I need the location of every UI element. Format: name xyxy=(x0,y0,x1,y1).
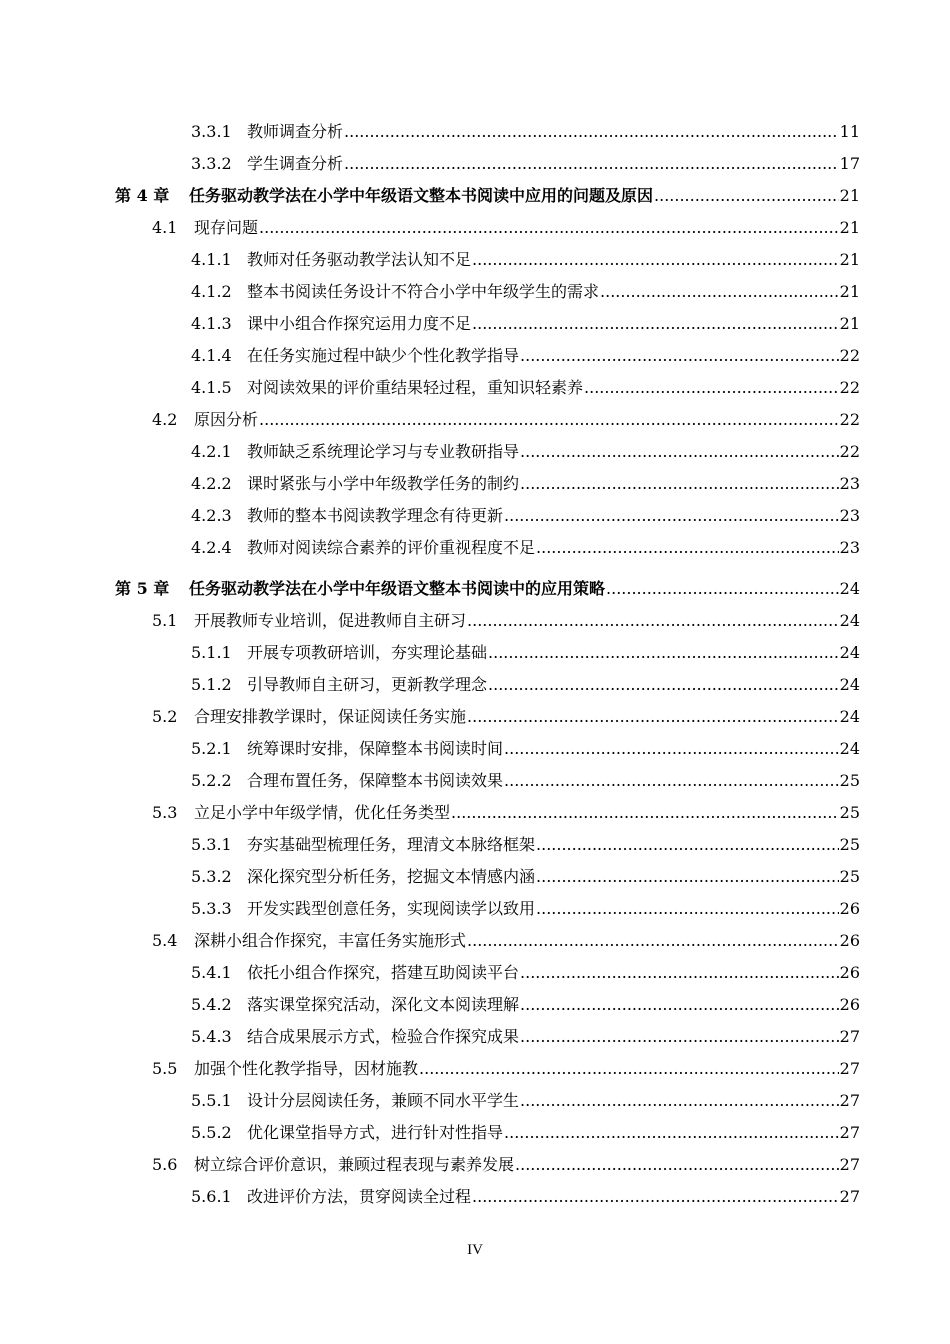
toc-entry-title: 统筹课时安排，保障整本书阅读时间 xyxy=(247,739,504,758)
toc-entry-number: 3.3.2 xyxy=(191,154,232,173)
toc-leader-dots xyxy=(536,834,839,856)
toc-subsection-entry[interactable] xyxy=(191,537,860,559)
toc-leader-dots xyxy=(520,1090,839,1112)
toc-entry-page: 24 xyxy=(839,611,860,630)
toc-entry-number: 4.1.4 xyxy=(191,346,232,365)
toc-subsection-entry[interactable] xyxy=(191,738,860,760)
toc-entry-number: 5.5 xyxy=(152,1059,178,1078)
toc-leader-dots xyxy=(504,1122,839,1144)
toc-entry-title: 课时紧张与小学中年级教学任务的制约 xyxy=(247,474,520,493)
toc-entry-number: 第 4 章 xyxy=(115,186,170,205)
toc-entry-title: 在任务实施过程中缺少个性化教学指导 xyxy=(247,346,520,365)
toc-section-entry[interactable] xyxy=(152,1154,860,1176)
toc-subsection-entry[interactable] xyxy=(191,962,860,984)
toc-entry-number: 4.2.2 xyxy=(191,474,232,493)
toc-entry-title: 结合成果展示方式，检验合作探究成果 xyxy=(247,1027,520,1046)
toc-entry-number: 5.4 xyxy=(152,931,178,950)
toc-subsection-entry[interactable] xyxy=(191,313,860,335)
toc-entry-title: 现存问题 xyxy=(194,218,259,237)
toc-entry-title: 引导教师自主研习，更新教学理念 xyxy=(247,675,488,694)
toc-entry-title: 深化探究型分析任务，挖掘文本情感内涵 xyxy=(247,867,536,886)
toc-leader-dots xyxy=(259,409,839,431)
toc-subsection-entry[interactable] xyxy=(191,345,860,367)
toc-entry-number: 5.3 xyxy=(152,803,178,822)
toc-leader-dots xyxy=(536,898,839,920)
toc-entry-number: 5.1.1 xyxy=(191,643,232,662)
toc-leader-dots xyxy=(520,962,839,984)
toc-entry-page: 17 xyxy=(839,154,860,173)
toc-leader-dots xyxy=(536,537,839,559)
toc-entry-title: 教师的整本书阅读教学理念有待更新 xyxy=(247,506,504,525)
toc-subsection-entry[interactable] xyxy=(191,153,860,175)
toc-leader-dots xyxy=(504,505,839,527)
toc-subsection-entry[interactable] xyxy=(191,377,860,399)
toc-section-entry[interactable] xyxy=(152,610,860,632)
toc-subsection-entry[interactable] xyxy=(191,1026,860,1048)
toc-leader-dots xyxy=(520,473,839,495)
toc-entry-title: 课中小组合作探究运用力度不足 xyxy=(247,314,472,333)
toc-subsection-entry[interactable] xyxy=(191,674,860,696)
toc-entry-page: 25 xyxy=(839,867,860,886)
toc-leader-dots xyxy=(467,930,839,952)
toc-entry-title: 教师对阅读综合素养的评价重视程度不足 xyxy=(247,538,536,557)
toc-entry-page: 22 xyxy=(839,410,860,429)
toc-entry-title: 合理安排教学课时，保证阅读任务实施 xyxy=(194,707,467,726)
toc-leader-dots xyxy=(488,674,839,696)
toc-entry-page: 24 xyxy=(839,707,860,726)
toc-entry-number: 5.3.2 xyxy=(191,867,232,886)
toc-entry-number: 5.4.3 xyxy=(191,1027,232,1046)
toc-entry-page: 26 xyxy=(839,931,860,950)
toc-leader-dots xyxy=(536,866,839,888)
toc-entry-number: 5.5.1 xyxy=(191,1091,232,1110)
toc-leader-dots xyxy=(259,217,839,239)
toc-entry-number: 5.1.2 xyxy=(191,675,232,694)
toc-entry-number: 4.1.2 xyxy=(191,282,232,301)
toc-entry-page: 24 xyxy=(839,579,860,598)
toc-entry-title: 依托小组合作探究，搭建互助阅读平台 xyxy=(247,963,520,982)
toc-chapter-entry[interactable] xyxy=(115,578,860,600)
toc-subsection-entry[interactable] xyxy=(191,770,860,792)
toc-leader-dots xyxy=(344,153,839,175)
toc-entry-number: 5.3.1 xyxy=(191,835,232,854)
toc-entry-title: 任务驱动教学法在小学中年级语文整本书阅读中的应用策略 xyxy=(189,579,606,598)
toc-entry-page: 27 xyxy=(839,1027,860,1046)
toc-entry-number: 4.2.3 xyxy=(191,506,232,525)
toc-entry-number: 4.2 xyxy=(152,410,178,429)
toc-entry-page: 23 xyxy=(839,474,860,493)
toc-subsection-entry[interactable] xyxy=(191,866,860,888)
toc-entry-title: 落实课堂探究活动，深化文本阅读理解 xyxy=(247,995,520,1014)
toc-entry-page: 24 xyxy=(839,739,860,758)
toc-subsection-entry[interactable] xyxy=(191,898,860,920)
toc-entry-page: 21 xyxy=(839,314,860,333)
toc-leader-dots xyxy=(467,706,839,728)
toc-entry-title: 开发实践型创意任务，实现阅读学以致用 xyxy=(247,899,536,918)
toc-leader-dots xyxy=(472,1186,839,1208)
toc-entry-number: 第 5 章 xyxy=(115,579,170,598)
toc-entry-page: 11 xyxy=(839,122,860,141)
toc-subsection-entry[interactable] xyxy=(191,281,860,303)
toc-leader-dots xyxy=(472,313,839,335)
toc-leader-dots xyxy=(467,610,839,632)
toc-entry-number: 5.4.2 xyxy=(191,995,232,1014)
toc-entry-page: 22 xyxy=(839,442,860,461)
toc-entry-page: 27 xyxy=(839,1187,860,1206)
toc-entry-title: 合理布置任务，保障整本书阅读效果 xyxy=(247,771,504,790)
toc-entry-title: 原因分析 xyxy=(194,410,259,429)
toc-entry-title: 教师对任务驱动教学法认知不足 xyxy=(247,250,472,269)
toc-entry-number: 5.6.1 xyxy=(191,1187,232,1206)
toc-leader-dots xyxy=(344,121,839,143)
toc-entry-title: 加强个性化教学指导，因材施教 xyxy=(194,1059,419,1078)
toc-leader-dots xyxy=(520,345,839,367)
toc-entry-title: 教师缺乏系统理论学习与专业教研指导 xyxy=(247,442,520,461)
toc-entry-title: 深耕小组合作探究，丰富任务实施形式 xyxy=(194,931,467,950)
toc-entry-number: 5.3.3 xyxy=(191,899,232,918)
toc-subsection-entry[interactable] xyxy=(191,505,860,527)
toc-subsection-entry[interactable] xyxy=(191,1090,860,1112)
toc-leader-dots xyxy=(520,441,839,463)
toc-entry-number: 5.5.2 xyxy=(191,1123,232,1142)
toc-subsection-entry[interactable] xyxy=(191,1186,860,1208)
toc-entry-page: 25 xyxy=(839,771,860,790)
toc-leader-dots xyxy=(654,185,839,207)
toc-section-entry[interactable] xyxy=(152,409,860,431)
toc-subsection-entry[interactable] xyxy=(191,642,860,664)
toc-entry-title: 教师调查分析 xyxy=(247,122,344,141)
toc-entry-page: 26 xyxy=(839,995,860,1014)
toc-entry-title: 设计分层阅读任务，兼顾不同水平学生 xyxy=(247,1091,520,1110)
toc-leader-dots xyxy=(451,802,839,824)
toc-leader-dots xyxy=(515,1154,839,1176)
toc-entry-page: 21 xyxy=(839,250,860,269)
toc-entry-title: 夯实基础型梳理任务，理清文本脉络框架 xyxy=(247,835,536,854)
toc-entry-title: 开展教师专业培训，促进教师自主研习 xyxy=(194,611,467,630)
toc-entry-title: 优化课堂指导方式，进行针对性指导 xyxy=(247,1123,504,1142)
toc-entry-page: 22 xyxy=(839,346,860,365)
toc-entry-number: 4.1 xyxy=(152,218,178,237)
toc-entry-page: 21 xyxy=(839,282,860,301)
toc-leader-dots xyxy=(419,1058,839,1080)
toc-entry-page: 27 xyxy=(839,1123,860,1142)
toc-entry-number: 4.2.4 xyxy=(191,538,232,557)
toc-leader-dots xyxy=(520,1026,839,1048)
toc-leader-dots xyxy=(584,377,839,399)
toc-entry-page: 27 xyxy=(839,1155,860,1174)
toc-chapter-entry[interactable] xyxy=(115,185,860,207)
toc-entry-number: 4.1.5 xyxy=(191,378,232,397)
toc-entry-page: 25 xyxy=(839,803,860,822)
toc-leader-dots xyxy=(600,281,839,303)
toc-leader-dots xyxy=(504,738,839,760)
toc-entry-page: 21 xyxy=(839,218,860,237)
toc-entry-page: 26 xyxy=(839,899,860,918)
page-number: IV xyxy=(467,1242,483,1258)
toc-leader-dots xyxy=(504,770,839,792)
toc-entry-number: 5.2.2 xyxy=(191,771,232,790)
toc-entry-number: 4.2.1 xyxy=(191,442,232,461)
toc-section-entry[interactable] xyxy=(152,706,860,728)
toc-subsection-entry[interactable] xyxy=(191,473,860,495)
toc-subsection-entry[interactable] xyxy=(191,249,860,271)
toc-entry-number: 4.1.1 xyxy=(191,250,232,269)
toc-leader-dots xyxy=(520,994,839,1016)
toc-entry-title: 开展专项教研培训，夯实理论基础 xyxy=(247,643,488,662)
toc-leader-dots xyxy=(488,642,839,664)
toc-entry-title: 改进评价方法，贯穿阅读全过程 xyxy=(247,1187,472,1206)
toc-leader-dots xyxy=(606,578,839,600)
toc-entry-number: 5.2 xyxy=(152,707,178,726)
toc-entry-title: 任务驱动教学法在小学中年级语文整本书阅读中应用的问题及原因 xyxy=(189,186,654,205)
toc-leader-dots xyxy=(472,249,839,271)
toc-subsection-entry[interactable] xyxy=(191,1122,860,1144)
toc-entry-page: 27 xyxy=(839,1091,860,1110)
toc-entry-page: 25 xyxy=(839,835,860,854)
toc-entry-number: 5.6 xyxy=(152,1155,178,1174)
toc-section-entry[interactable] xyxy=(152,1058,860,1080)
toc-entry-page: 23 xyxy=(839,538,860,557)
toc-entry-page: 21 xyxy=(839,186,860,205)
toc-entry-title: 立足小学中年级学情，优化任务类型 xyxy=(194,803,451,822)
toc-entry-number: 3.3.1 xyxy=(191,122,232,141)
toc-entry-page: 24 xyxy=(839,643,860,662)
toc-subsection-entry[interactable] xyxy=(191,994,860,1016)
toc-entry-page: 24 xyxy=(839,675,860,694)
toc-subsection-entry[interactable] xyxy=(191,121,860,143)
toc-entry-title: 整本书阅读任务设计不符合小学中年级学生的需求 xyxy=(247,282,600,301)
toc-entry-page: 23 xyxy=(839,506,860,525)
toc-subsection-entry[interactable] xyxy=(191,834,860,856)
toc-entry-title: 对阅读效果的评价重结果轻过程，重知识轻素养 xyxy=(247,378,584,397)
toc-subsection-entry[interactable] xyxy=(191,441,860,463)
toc-entry-page: 26 xyxy=(839,963,860,982)
toc-section-entry[interactable] xyxy=(152,802,860,824)
toc-section-entry[interactable] xyxy=(152,930,860,952)
toc-entry-number: 5.2.1 xyxy=(191,739,232,758)
toc-entry-number: 5.4.1 xyxy=(191,963,232,982)
toc-entry-title: 学生调查分析 xyxy=(247,154,344,173)
toc-entry-number: 4.1.3 xyxy=(191,314,232,333)
toc-entry-page: 27 xyxy=(839,1059,860,1078)
toc-entry-page: 22 xyxy=(839,378,860,397)
toc-entry-number: 5.1 xyxy=(152,611,178,630)
toc-entry-title: 树立综合评价意识，兼顾过程表现与素养发展 xyxy=(194,1155,515,1174)
toc-section-entry[interactable] xyxy=(152,217,860,239)
